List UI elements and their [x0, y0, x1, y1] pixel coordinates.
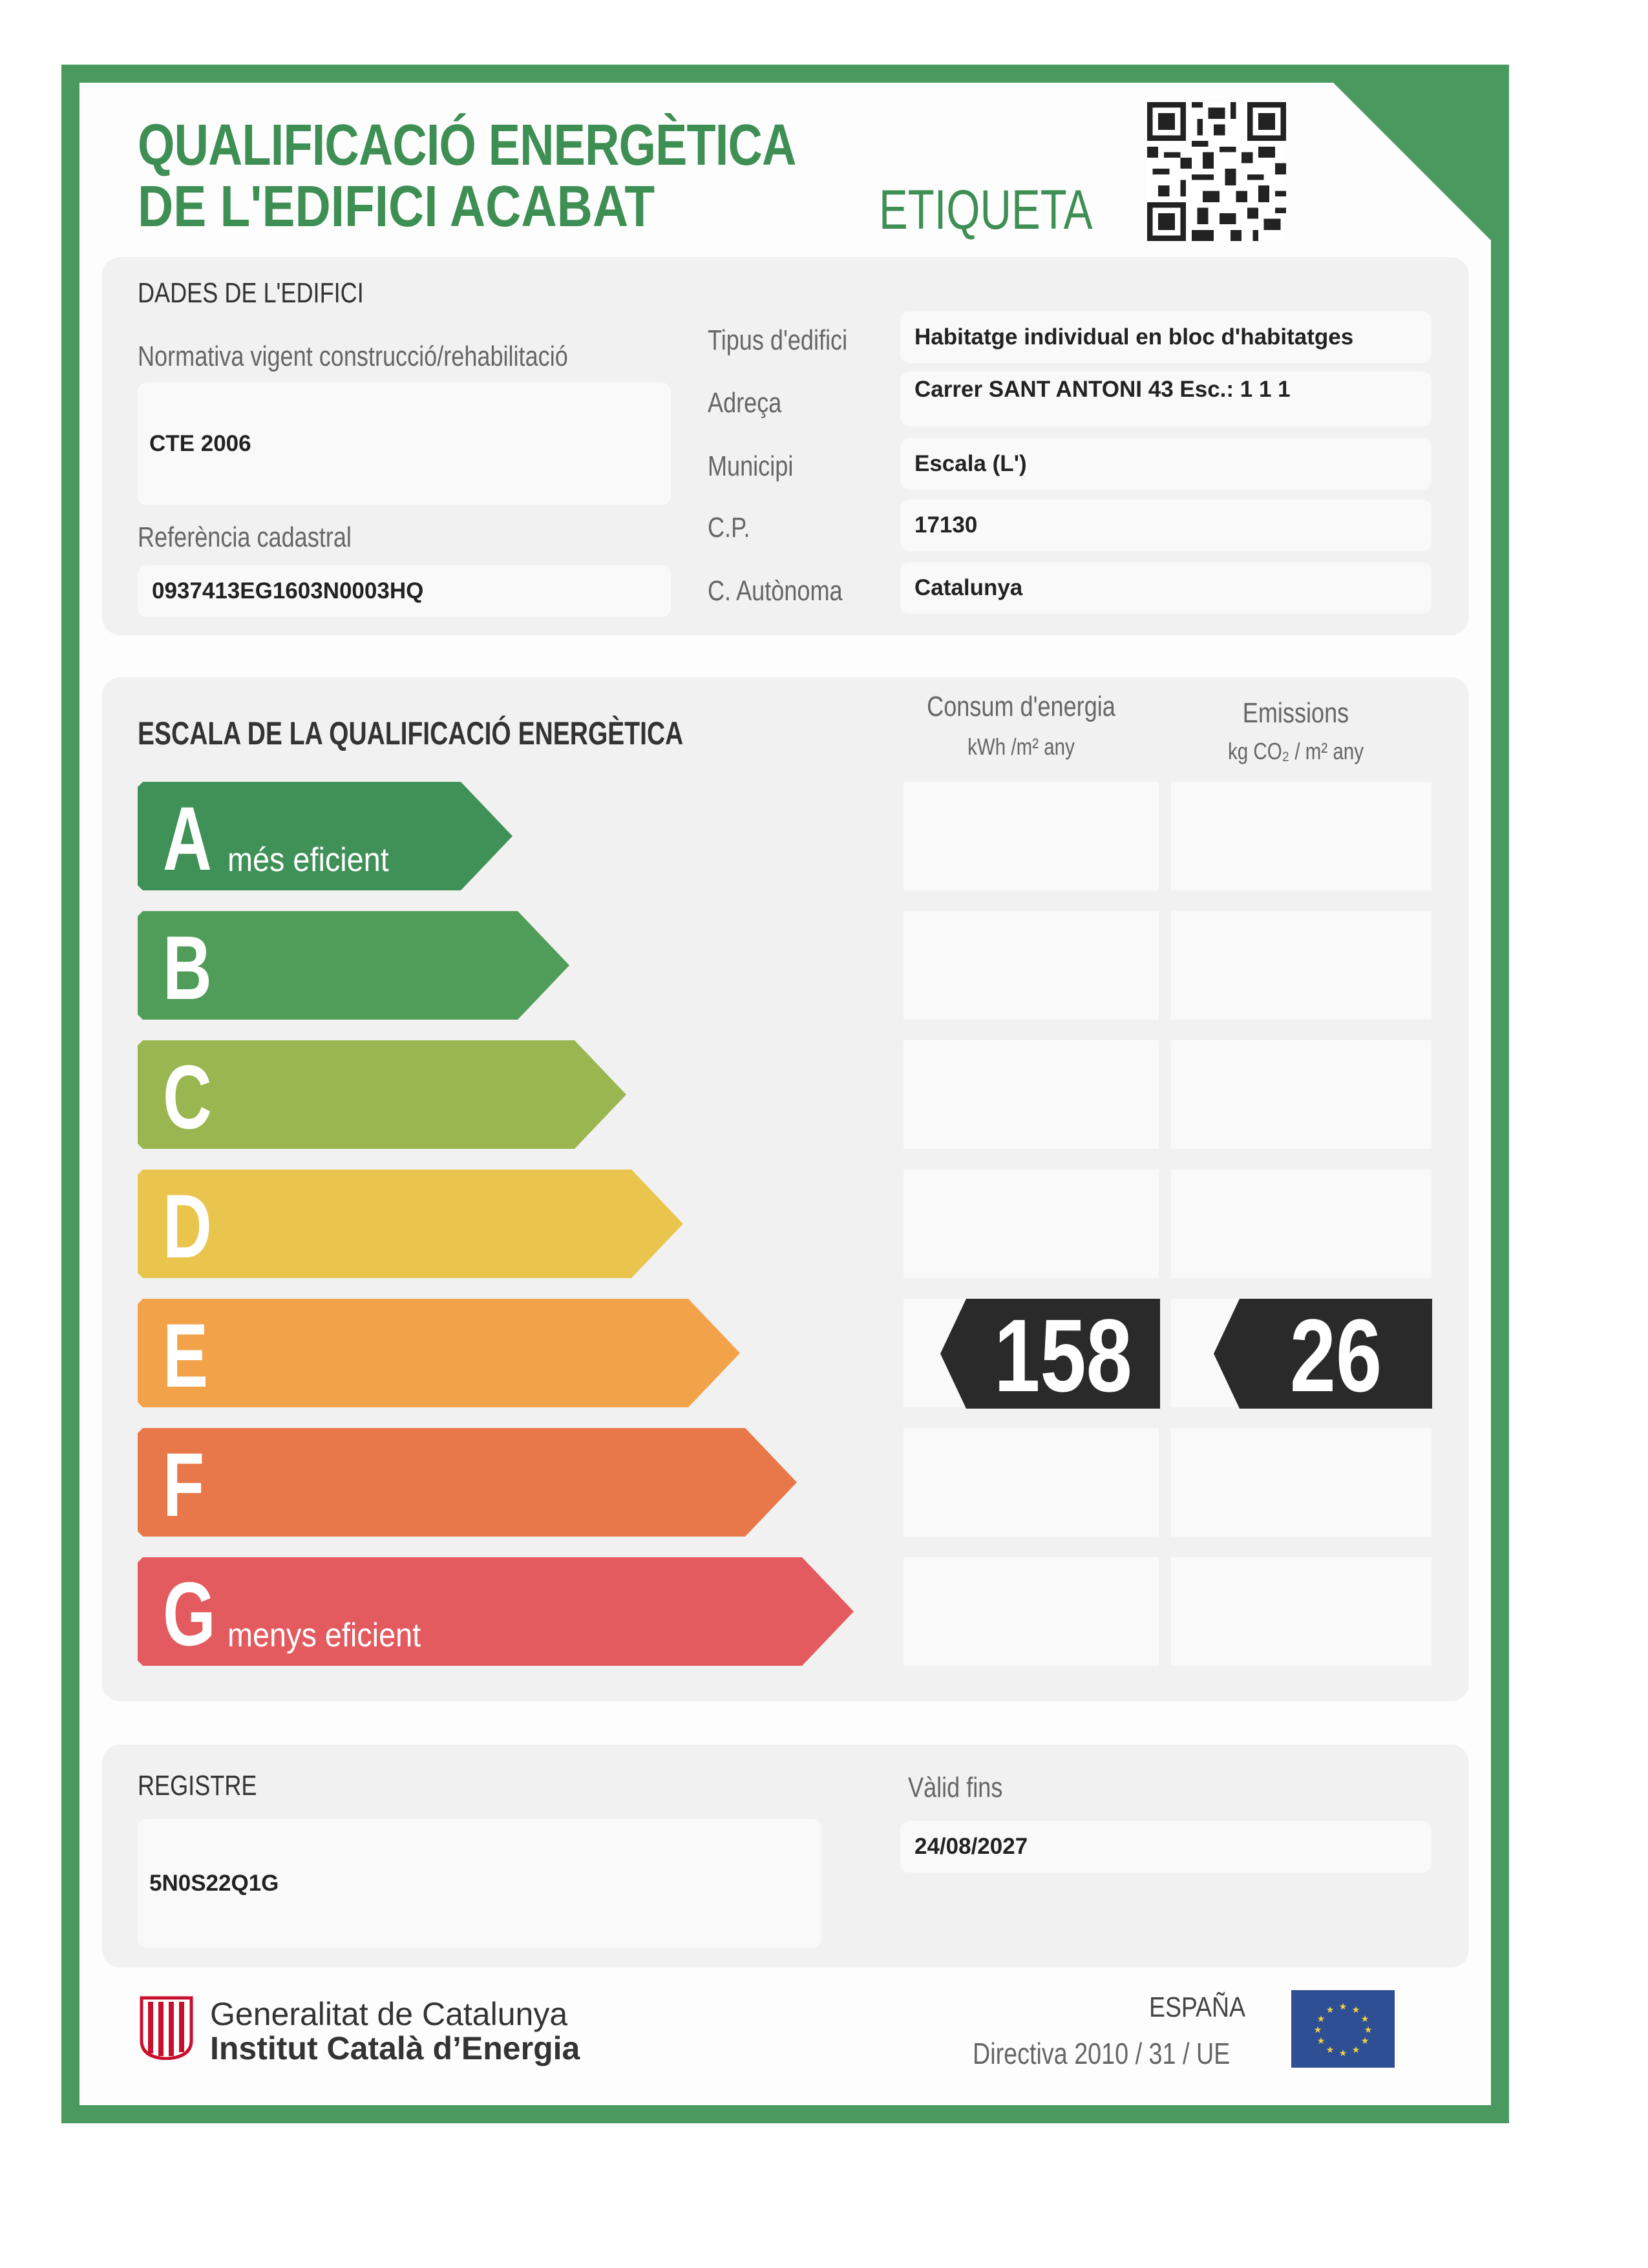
svg-text:★: ★ [1338, 2048, 1347, 2059]
municipi-label: Municipi [708, 450, 794, 482]
municipi-value: Escala (L') [900, 438, 1431, 490]
building-section-title: DADES DE L'EDIFICI [138, 277, 364, 309]
registre-value: 5N0S22Q1G [138, 1819, 821, 1948]
qr-code-icon [1147, 102, 1286, 241]
emissions-unit: kg CO₂ / m² any [1228, 738, 1364, 764]
tipus-value: Habitatge individual en bloc d'habitatges [900, 311, 1431, 363]
country-label: ESPAÑA [1149, 1991, 1245, 2023]
title-line-2: DE L'EDIFICI ACABAT [138, 174, 655, 239]
emissions-cell [1171, 1040, 1431, 1149]
svg-text:★: ★ [1360, 2036, 1369, 2046]
rating-letter: A [163, 788, 212, 889]
registre-title: REGISTRE [138, 1770, 257, 1801]
rating-label: més eficient [227, 841, 389, 879]
valid-until-value: 24/08/2027 [900, 1821, 1431, 1873]
emissions-cell [1171, 1557, 1431, 1666]
org-line-1: Generalitat de Catalunya [210, 1996, 568, 2032]
rating-bar-f [138, 1428, 797, 1537]
rating-letter: B [163, 917, 212, 1018]
emissions-cell [1171, 911, 1431, 1020]
consum-cell [903, 1428, 1159, 1537]
emissions-cell [1171, 1428, 1431, 1537]
consum-value: 158 [994, 1297, 1132, 1413]
rating-letter: E [163, 1305, 209, 1406]
emissions-heading: Emissions [1242, 697, 1349, 729]
adreca-value: Carrer SANT ANTONI 43 Esc.: 1 1 1 [900, 372, 1431, 426]
title-line-1: QUALIFICACIÓ ENERGÈTICA [138, 113, 796, 178]
svg-text:★: ★ [1316, 2036, 1326, 2046]
corner-triangle [1315, 65, 1509, 258]
cp-label: C.P. [708, 512, 750, 543]
normativa-value: CTE 2006 [138, 383, 671, 505]
normativa-label: Normativa vigent construcció/rehabilitació [138, 341, 568, 372]
consum-cell [903, 1040, 1159, 1149]
consum-cell [903, 782, 1159, 890]
ca-value: Catalunya [900, 562, 1431, 614]
svg-text:★: ★ [1338, 2002, 1347, 2012]
etiqueta-label: ETIQUETA [879, 179, 1093, 241]
tipus-label: Tipus d'edifici [708, 324, 848, 356]
emissions-cell [1171, 1170, 1431, 1278]
consum-cell [903, 1170, 1159, 1278]
rating-letter: D [163, 1175, 212, 1277]
directive-label: Directiva 2010 / 31 / UE [973, 2037, 1231, 2070]
adreca-label: Adreça [708, 387, 782, 419]
consum-heading: Consum d'energia [927, 691, 1115, 722]
emissions-value: 26 [1289, 1297, 1382, 1413]
svg-text:★: ★ [1313, 2025, 1322, 2035]
svg-text:★: ★ [1360, 2014, 1369, 2024]
emissions-cell [1171, 782, 1431, 890]
rating-bar-e [138, 1299, 740, 1407]
valid-until-label: Vàlid fins [908, 1772, 1003, 1803]
svg-text:★: ★ [1326, 2045, 1335, 2055]
svg-text:★: ★ [1326, 2005, 1335, 2015]
org-line-2: Institut Català d’Energia [210, 2030, 580, 2066]
ref-cadastral-value: 0937413EG1603N0003HQ [138, 565, 671, 617]
consum-unit: kWh /m² any [967, 733, 1075, 760]
consum-cell [903, 1557, 1159, 1666]
generalitat-logo-icon [139, 1995, 194, 2060]
rating-letter: F [163, 1434, 205, 1535]
rating-bar-d [138, 1170, 683, 1278]
svg-text:★: ★ [1351, 2005, 1360, 2015]
svg-text:★: ★ [1364, 2025, 1373, 2035]
rating-label: menys eficient [227, 1617, 421, 1654]
ref-cadastral-label: Referència cadastral [138, 521, 352, 553]
rating-letter: C [163, 1046, 212, 1148]
cp-value: 17130 [900, 499, 1431, 551]
consum-cell [903, 911, 1159, 1020]
svg-text:★: ★ [1351, 2045, 1360, 2055]
ca-label: C. Autònoma [708, 575, 843, 607]
scale-title: ESCALA DE LA QUALIFICACIÓ ENERGÈTICA [138, 715, 684, 751]
svg-text:★: ★ [1316, 2014, 1326, 2024]
eu-flag-icon [1291, 1990, 1395, 2068]
rating-letter: G [163, 1563, 216, 1664]
